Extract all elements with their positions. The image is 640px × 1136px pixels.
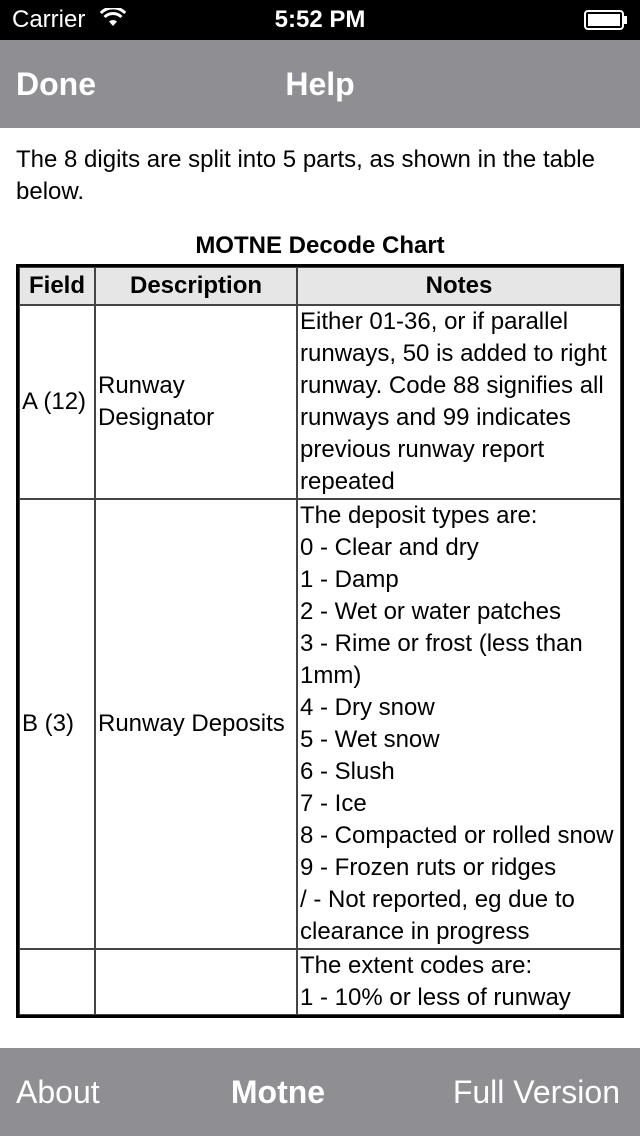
notes-line: 1 - Damp xyxy=(300,566,399,593)
tab-motne[interactable]: Motne xyxy=(230,1074,326,1110)
field-cell xyxy=(19,949,95,1015)
clock: 5:52 PM xyxy=(274,6,366,33)
description-cell: Runway Deposits xyxy=(95,499,297,949)
tab-about[interactable]: About xyxy=(16,1074,100,1110)
header-field: Field xyxy=(19,267,95,305)
decode-table xyxy=(16,264,624,1018)
notes-cell xyxy=(297,499,621,949)
notes-line: 3 - Rime or frost (less than 1mm) xyxy=(300,630,583,689)
field-cell: A (12) xyxy=(19,305,95,499)
notes-cell xyxy=(297,949,621,1015)
tab-full-version[interactable]: Full Version xyxy=(452,1074,620,1110)
notes-line: 7 - Ice xyxy=(300,790,367,817)
intro-text: The 8 digits are split into 5 parts, as shown in the table below. xyxy=(16,146,595,205)
carrier-label: Carrier xyxy=(12,6,86,33)
header-description: Description xyxy=(95,267,297,305)
notes-line: 1 - 10% or less of runway xyxy=(300,984,571,1011)
status-bar xyxy=(0,0,640,40)
notes-line: The deposit types are: xyxy=(300,502,538,529)
notes-line: 2 - Wet or water patches xyxy=(300,598,561,625)
field-cell: B (3) xyxy=(19,499,95,949)
notes-line: 0 - Clear and dry xyxy=(300,534,479,561)
table-header-row xyxy=(19,267,621,305)
description-cell: Runway Designator xyxy=(95,305,297,499)
battery-icon xyxy=(584,10,628,30)
table-caption: MOTNE Decode Chart xyxy=(195,232,445,259)
notes-line: 9 - Frozen ruts or ridges xyxy=(300,854,557,881)
notes-line: 4 - Dry snow xyxy=(300,694,435,721)
notes-line: 5 - Wet snow xyxy=(300,726,440,753)
table-row xyxy=(19,305,621,499)
navigation-bar xyxy=(0,40,640,128)
notes-line: 8 - Compacted or rolled snow xyxy=(300,822,614,849)
notes-line: / - Not reported, eg due to clearance in progress xyxy=(300,886,575,945)
done-button[interactable]: Done xyxy=(16,66,96,102)
help-content[interactable] xyxy=(0,128,640,1048)
table-row xyxy=(19,949,621,1015)
table-row xyxy=(19,499,621,949)
description-cell xyxy=(95,949,297,1015)
page-title: Help xyxy=(285,66,355,102)
notes-cell: Either 01-36, or if parallel runways, 50 is added to right runway. Code 88 signifies all runways and 99 indicates previous runway report repeated xyxy=(297,305,621,499)
header-notes: Notes xyxy=(297,267,621,305)
notes-line: 6 - Slush xyxy=(300,758,395,785)
notes-line: The extent codes are: xyxy=(300,952,533,979)
tab-bar xyxy=(0,1048,640,1136)
